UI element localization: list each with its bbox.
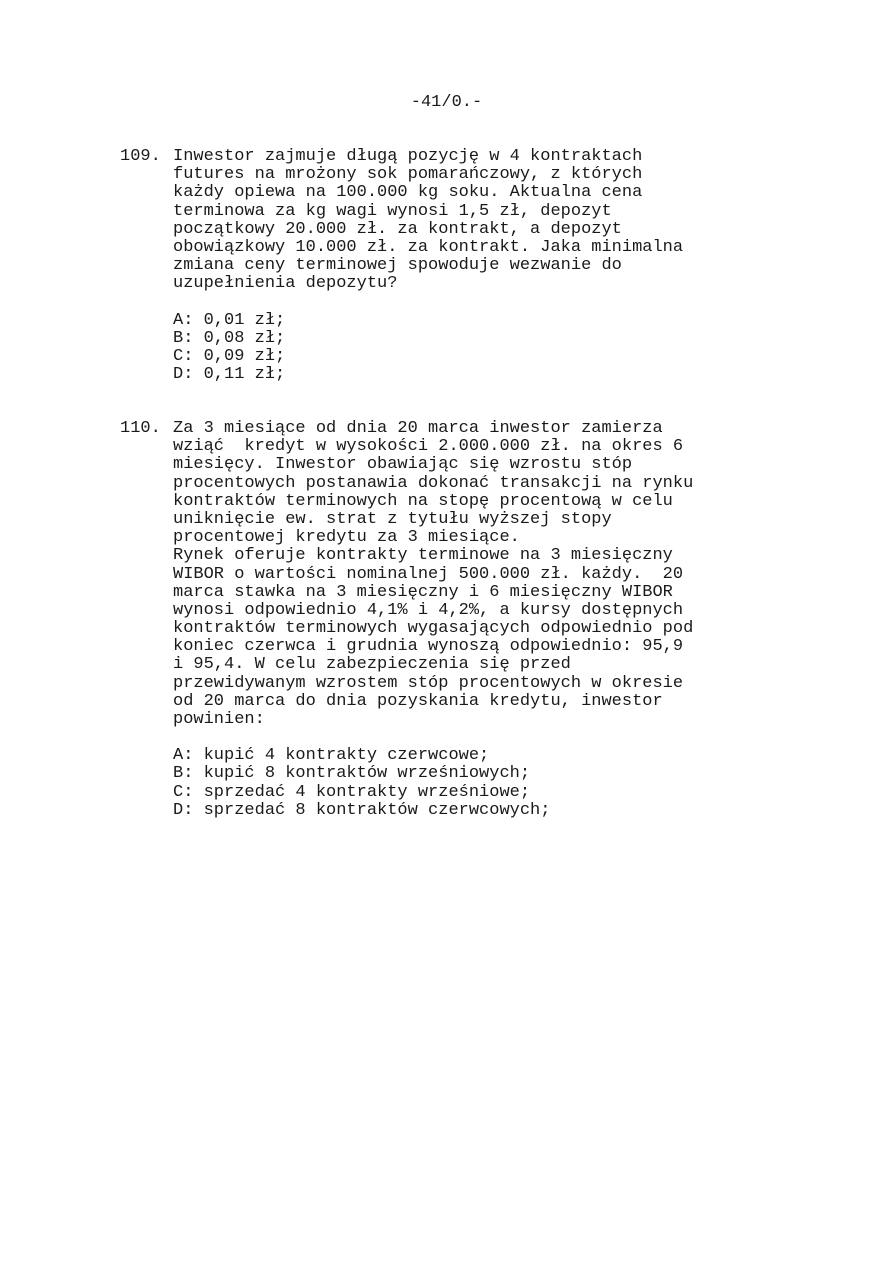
stem-line: kontraktów terminowych na stopę procentową w celu <box>173 491 673 511</box>
stem-line: od 20 marca do dnia pozyskania kredytu, inwestor <box>173 691 663 711</box>
question-stem <box>173 148 763 294</box>
stem-line: wziąć kredyt w wysokości 2.000.000 zł. na okres 6 <box>173 437 684 457</box>
question-body <box>173 148 763 384</box>
answer-option-d: D: sprzedać 8 kontraktów czerwcowych; <box>173 800 551 820</box>
stem-line: uniknięcie ew. strat z tytułu wyższej stopy <box>173 509 612 529</box>
stem-line: Rynek oferuje kontrakty terminowe na 3 miesięczny <box>173 546 673 566</box>
stem-line: i 95,4. W celu zabezpieczenia się przed <box>173 655 571 675</box>
page-number: -41/0.- <box>410 93 483 112</box>
answer-options <box>173 312 763 385</box>
stem-line: procentowej kredytu za 3 miesiące. <box>173 528 520 548</box>
stem-line: koniec czerwca i grudnia wynoszą odpowiednio: 95,9 <box>173 637 684 657</box>
stem-line: przewidywanym wzrostem stóp procentowych w okresie <box>173 673 684 693</box>
question-number: 109. <box>120 147 161 166</box>
stem-line: WIBOR o wartości nominalnej 500.000 zł. każdy. 20 <box>173 564 684 584</box>
answer-option-a: A: kupić 4 kontrakty czerwcowe; <box>173 746 490 766</box>
stem-line: zmiana ceny terminowej spowoduje wezwanie do <box>173 256 622 276</box>
stem-line: miesięcy. Inwestor obawiając się wzrostu stóp <box>173 455 633 475</box>
answer-option-d: D: 0,11 zł; <box>173 365 286 385</box>
question-number: 110. <box>120 419 161 438</box>
question-body <box>173 420 763 820</box>
answer-option-b: B: kupić 8 kontraktów wrześniowych; <box>173 764 531 784</box>
question-stem <box>173 420 763 729</box>
stem-line: procentowych postanawia dokonać transakcji na rynku <box>173 473 694 493</box>
stem-line: Inwestor zajmuje długą pozycję w 4 kontraktach <box>173 147 643 166</box>
stem-line: wynosi odpowiednio 4,1% i 4,2%, a kursy dostępnych <box>173 600 684 620</box>
answer-option-c: C: sprzedać 4 kontrakty wrześniowe; <box>173 782 531 802</box>
stem-line: uzupełnienia depozytu? <box>173 274 398 294</box>
answer-option-b: B: 0,08 zł; <box>173 328 286 348</box>
stem-line: Za 3 miesiące od dnia 20 marca inwestor zamierza <box>173 419 663 438</box>
stem-line: marca stawka na 3 miesięczny i 6 miesięczny WIBOR <box>173 582 673 602</box>
stem-line: terminowa za kg wagi wynosi 1,5 zł, depozyt <box>173 201 612 221</box>
stem-line: kontraktów terminowych wygasających odpowiednio pod <box>173 619 694 639</box>
stem-line: każdy opiewa na 100.000 kg soku. Aktualna cena <box>173 183 643 203</box>
stem-line: początkowy 20.000 zł. za kontrakt, a depozyt <box>173 219 622 239</box>
stem-line: futures na mrożony sok pomarańczowy, z których <box>173 165 643 185</box>
answer-options <box>173 747 763 820</box>
answer-option-a: A: 0,01 zł; <box>173 310 286 330</box>
stem-line: obowiązkowy 10.000 zł. za kontrakt. Jaka minimalna <box>173 237 684 257</box>
answer-option-c: C: 0,09 zł; <box>173 346 286 366</box>
stem-line: powinien: <box>173 710 265 729</box>
